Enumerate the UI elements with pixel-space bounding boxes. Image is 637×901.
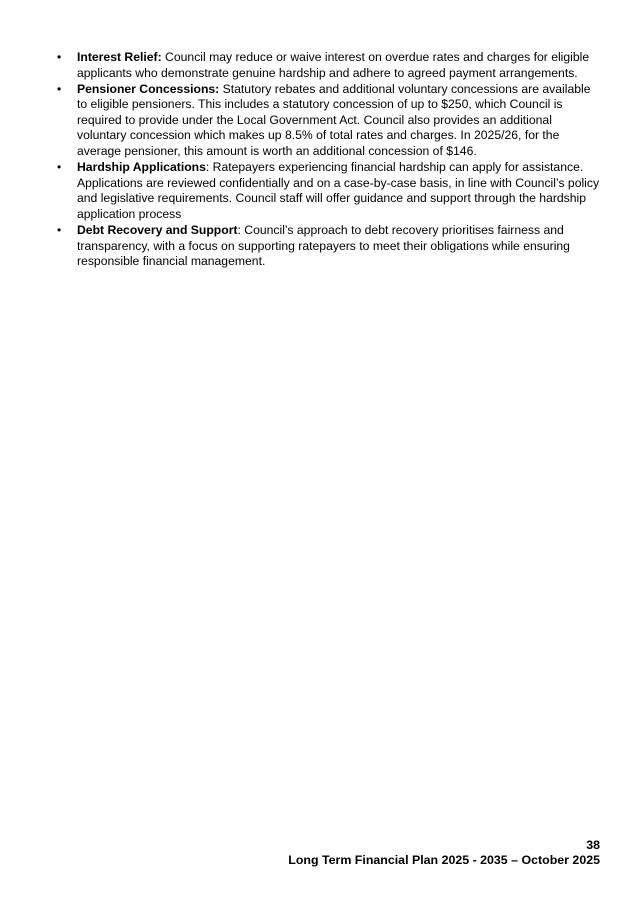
item-title: Debt Recovery and Support bbox=[77, 223, 238, 238]
item-title: Hardship Applications bbox=[77, 160, 206, 175]
item-text: Council may reduce or waive interest on overdue rates and charges for eligible applicants who demonstrate genuine hardship and adhere to agreed payment arrangements. bbox=[77, 50, 590, 80]
document-title: Long Term Financial Plan 2025 - 2035 – October 2025 bbox=[288, 853, 600, 867]
document-body bbox=[56, 50, 604, 270]
bullet-list bbox=[56, 50, 604, 270]
item-text: : Ratepayers experiencing financial hardship can apply for assistance. Applications are reviewed confidentially and on a case-by-case basis, in line with Council’s policy and legislative requirements. Council staff will offer guidance and support through the hardship application process bbox=[77, 160, 600, 221]
item-title: Interest Relief: bbox=[77, 50, 162, 64]
page-footer bbox=[288, 838, 600, 868]
bullet-icon: • bbox=[57, 50, 62, 64]
list-item-pensioner-concessions bbox=[56, 82, 604, 160]
item-title: Pensioner Concessions: bbox=[77, 81, 220, 96]
list-item-hardship-applications bbox=[56, 160, 604, 222]
item-text: : Council’s approach to debt recovery prioritises fairness and transparency, with a focus on supporting ratepayers to meet their obligations while ensuring responsible financial management. bbox=[77, 223, 570, 269]
list-item-interest-relief bbox=[56, 50, 604, 81]
page-number: 38 bbox=[586, 838, 600, 852]
item-text: Statutory rebates and additional voluntary concessions are available to eligible pensioners. This includes a statutory concession of up to $250, which Council is required to provide under the Local Government Act. Council also provides an additional voluntary concession which makes up 8.5% of total rates and charges. In 2025/26, for the average pensioner, this amount is worth an additional concession of $146. bbox=[77, 81, 591, 159]
list-item-debt-recovery bbox=[56, 223, 604, 270]
bullet-icon: • bbox=[57, 81, 62, 96]
bullet-icon: • bbox=[57, 160, 62, 175]
bullet-icon: • bbox=[57, 223, 62, 238]
